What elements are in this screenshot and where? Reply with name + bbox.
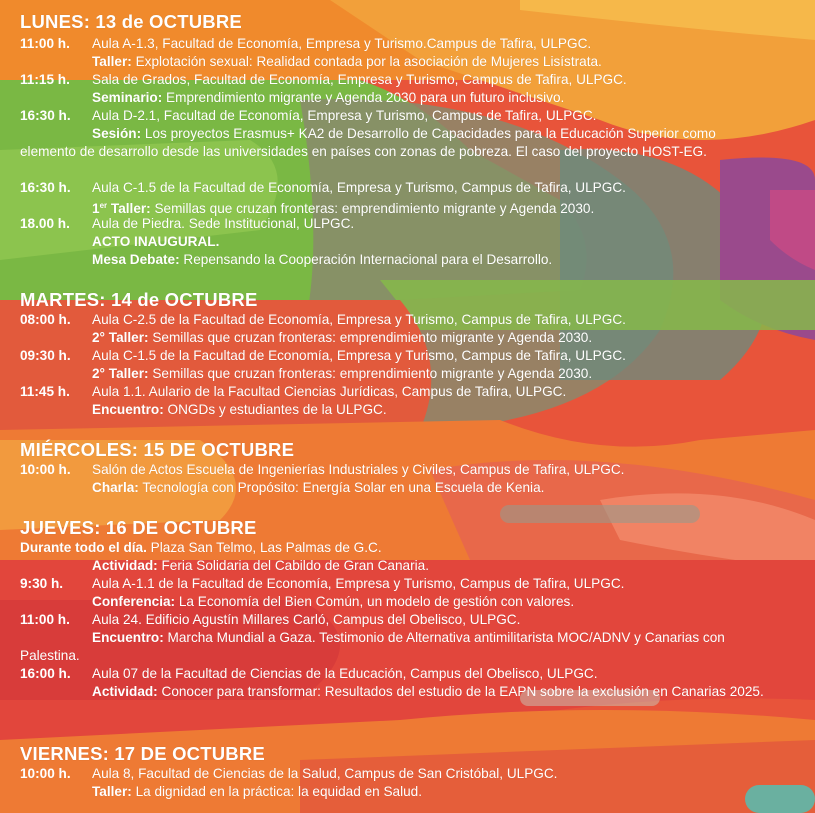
event-time: 16:00 h. (20, 666, 71, 681)
event-time: 9:30 h. (20, 576, 64, 591)
event-time: 11:00 h. (20, 612, 70, 627)
event-place: Aula 1.1. Aulario de la Facultad Ciencias Jurídicas, Campus de Tafira, ULPGC. (92, 384, 567, 399)
event-kind: Taller: (92, 784, 132, 799)
event-desc: Repensando la Cooperación Internacional para el Desarrollo. (183, 252, 553, 267)
event-place: Aula C-1.5 de la Facultad de Economía, Empresa y Turismo, Campus de Tafira, ULPGC. (92, 180, 626, 195)
event-kind: Mesa Debate: (92, 252, 180, 267)
event-place: Aula 07 de la Facultad de Ciencias de la Educación, Campus del Obelisco, ULPGC. (92, 666, 598, 681)
day-title-miercoles: MIÉRCOLES: 15 DE OCTUBRE (20, 439, 295, 460)
event-time: 18.00 h. (20, 216, 70, 231)
event-detail (20, 629, 765, 665)
event-detail (92, 329, 592, 347)
event-place: Aula 8, Facultad de Ciencias de la Salud, Campus de San Cristóbal, ULPGC. (92, 766, 558, 781)
event-detail (92, 251, 552, 269)
event-place: Aula A-1.1 de la Facultad de Economía, Empresa y Turismo, Campus de Tafira, ULPGC. (92, 576, 625, 591)
event-detail (20, 125, 735, 161)
event-time: 10:00 h. (20, 462, 71, 477)
event-kind: 2° Taller: (92, 330, 149, 345)
event-detail (92, 783, 422, 801)
event-desc: Semillas que cruzan fronteras: emprendimiento migrante y Agenda 2030. (152, 330, 593, 345)
event-desc: Feria Solidaria del Cabildo de Gran Canaria. (161, 558, 429, 573)
event-detail (92, 479, 544, 497)
event-kind: Actividad: (92, 558, 158, 573)
event-desc: Semillas que cruzan fronteras: emprendimiento migrante y Agenda 2030. (154, 201, 595, 216)
event-kind: Encuentro: (92, 402, 164, 417)
event-desc: Semillas que cruzan fronteras: emprendimiento migrante y Agenda 2030. (152, 366, 593, 381)
event-detail (92, 365, 592, 383)
event-detail (92, 89, 564, 107)
event-place: Sala de Grados, Facultad de Economía, Empresa y Turismo, Campus de Tafira, ULPGC. (92, 72, 627, 87)
event-place: Aula D-2.1, Facultad de Economía, Empresa y Turismo, Campus de Tafira, ULPGC. (92, 108, 597, 123)
event-time: 09:30 h. (20, 348, 71, 363)
event-desc: La Economía del Bien Común, un modelo de gestión con valores. (178, 594, 575, 609)
event-place: Aula C-2.5 de la Facultad de Economía, Empresa y Turismo, Campus de Tafira, ULPGC. (92, 312, 626, 327)
event-place: Aula A-1.3, Facultad de Economía, Empresa y Turismo.Campus de Tafira, ULPGC. (92, 36, 592, 51)
event-time: 11:45 h. (20, 384, 70, 399)
event-time: Durante todo el día. (20, 540, 147, 555)
day-title-lunes: LUNES: 13 de OCTUBRE (20, 11, 242, 32)
event-time-place (20, 539, 382, 557)
event-detail (92, 401, 387, 419)
event-kind: Conferencia: (92, 594, 176, 609)
event-time: 16:30 h. (20, 180, 71, 195)
event-kind: Seminario: (92, 90, 163, 105)
event-time: 11:00 h. (20, 36, 70, 51)
event-desc: Emprendimiento migrante y Agenda 2030 para un futuro inclusivo. (166, 90, 565, 105)
event-detail (92, 53, 602, 71)
event-place: Aula C-1.5 de la Facultad de Economía, Empresa y Turismo, Campus de Tafira, ULPGC. (92, 348, 626, 363)
event-kind: Charla: (92, 480, 139, 495)
day-title-jueves: JUEVES: 16 DE OCTUBRE (20, 517, 257, 538)
event-kind: Taller: (110, 201, 151, 216)
event-place: Aula 24. Edificio Agustín Millares Carló, Campus del Obelisco, ULPGC. (92, 612, 521, 627)
event-time: 08:00 h. (20, 312, 71, 327)
event-desc: Tecnología con Propósito: Energía Solar en una Escuela de Kenia. (142, 480, 545, 495)
event-time: 16:30 h. (20, 108, 71, 123)
event-detail (20, 683, 800, 701)
event-place: Salón de Actos Escuela de Ingenierías Industriales y Civiles, Campus de Tafira, ULPGC. (92, 462, 625, 477)
event-kind: Actividad: (92, 684, 158, 699)
event-place: Plaza San Telmo, Las Palmas de G.C. (150, 540, 382, 555)
event-desc: La dignidad en la práctica: la equidad en Salud. (135, 784, 423, 799)
event-kind-number: 1 (92, 201, 100, 216)
event-kind: Encuentro: (92, 630, 164, 645)
event-desc: Marcha Mundial a Gaza. Testimonio de Alternativa antimilitarista MOC/ADNV y Canarias con Palestina. (20, 630, 725, 663)
event-desc: Los proyectos Erasmus+ KA2 de Desarrollo de Capacidades para la Educación Superior como elemento de desarrollo desde las universidades en países con zonas de pobreza. El caso del proyecto HOST-EG. (20, 126, 716, 159)
event-kind: Sesión: (92, 126, 142, 141)
event-kind: 2° Taller: (92, 366, 149, 381)
day-title-viernes: VIERNES: 17 DE OCTUBRE (20, 743, 265, 764)
event-desc: Conocer para transformar: Resultados del estudio de la EAPN sobre la exclusión en Canarias 2025. (161, 684, 764, 699)
event-kind: Taller: (92, 54, 132, 69)
event-detail (92, 557, 429, 575)
event-time: 10:00 h. (20, 766, 71, 781)
event-extra: ACTO INAUGURAL. (92, 234, 220, 249)
event-time: 11:15 h. (20, 72, 70, 87)
event-kind-sup: er (99, 201, 108, 210)
day-title-martes: MARTES: 14 de OCTUBRE (20, 289, 258, 310)
event-detail (92, 593, 574, 611)
event-desc: Explotación sexual: Realidad contada por la asociación de Mujeres Lisístrata. (135, 54, 602, 69)
event-desc: ONGDs y estudiantes de la ULPGC. (167, 402, 387, 417)
event-place: Aula de Piedra. Sede Institucional, ULPGC. (92, 216, 355, 231)
